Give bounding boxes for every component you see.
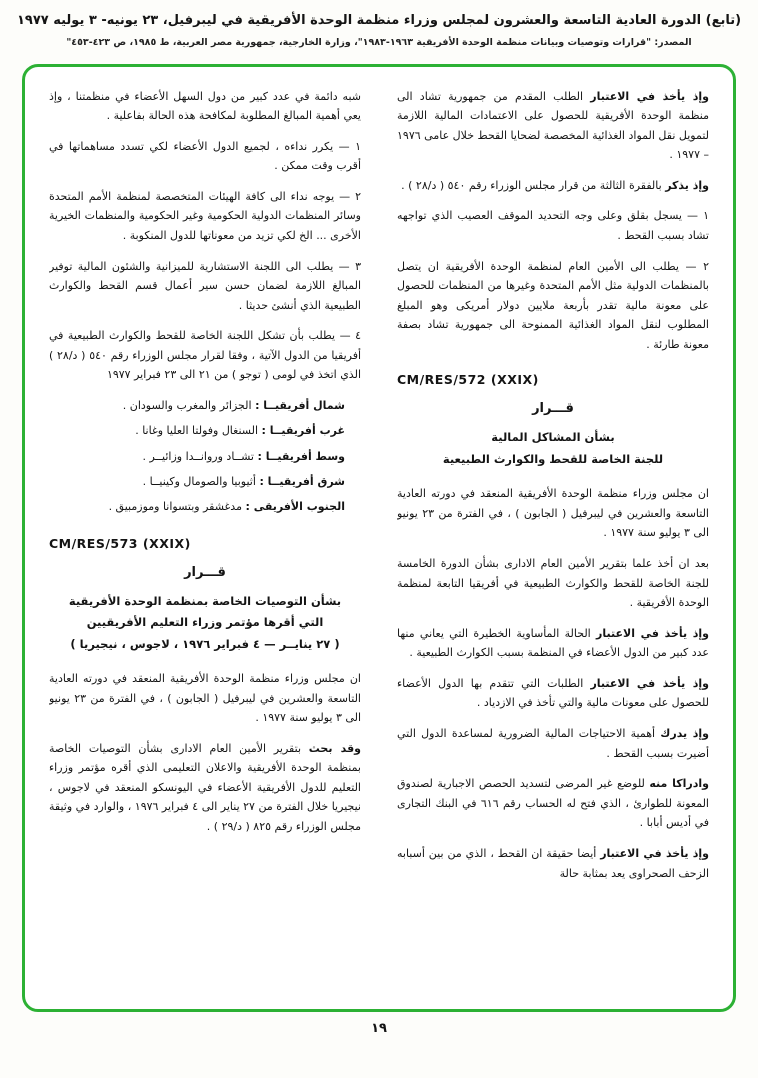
region-countries: السنغال وفولتا العليا وغانا . [135,424,262,438]
paragraph-text: الطلب المقدم من جمهورية تشاد الى منظمة الوحدة الأفريقية للحصول على الاعتمادات المالية اللازمة لتمويل نقل المواد الغذائية المخصصة لضحايا القحط خلال عامى ١٩٧٦ – ١٩٧٧ . [397,89,709,162]
resolution-heading: قـــرار [532,401,574,417]
region-name: الجنوب الأفريقى : [245,500,345,514]
paragraph-text: بالفقرة الثالثة من قرار مجلس الوزراء رقم ٥٤٠ ( د/٢٨ ) . [401,178,666,192]
paragraph-text: أهمية الاحتياجات المالية الضرورية لمساعدة الدول التي أضيرت بسبب القحط . [397,727,709,760]
paragraph [49,137,361,176]
paragraph-text: ٢ — يوجه نداء الى كافة الهيئات المتخصصة لمنظمة الأمم المتحدة وسائر المنظمات الدولية الحكومية وغير الحكومية والمنظمات الخيرية الأخرى ... الخ لكي تزيد من معوناتها للدول المنكوبة . [49,189,361,243]
resolution-title: ( ٢٧ ينايــر — ٤ فبراير ١٩٧٦ ، لاجوس ، نيجيريا ) [70,636,340,651]
paragraph-lead: وقد بحث [308,741,361,755]
paragraph [49,187,361,246]
paragraph-text: شبه دائمة في عدد كبير من دول السهل الأعضاء في منظمتنا ، وإذ يعي أهمية المبالغ المطلوبة لمكافحة هذه الحالة بفاعلية . [49,89,361,123]
paragraph [49,326,361,385]
region-list-item [49,421,345,441]
source-citation: المصدر: "قرارات وتوصيات وبيانات منظمة الوحدة الأفريقية ١٩٦٣-١٩٨٣"، وزارة الخارجية، جمهورية مصر العربية، ط ١٩٨٥، ص ٤٢٣-٤٥٣" [66,36,692,48]
right-column [397,87,709,999]
paragraph [49,669,361,728]
paragraph-lead: وإذ يأخذ في الاعتبار [600,846,709,860]
paragraph-lead: وادراكا منه [649,777,709,791]
paragraph-lead: وإذ يأخذ في الاعتبار [590,89,709,103]
paragraph-text: الحالة المأساوية الخطيرة التي يعاني منها عدد كبير من الدول الأعضاء في المنظمة بسبب الكوارث الطبيعية . [397,626,709,660]
paragraph [49,739,361,837]
paragraph-text: ٤ — يطلب بأن تشكل اللجنة الخاصة للقحط والكوارث الطبيعية في أفريقيا من الدول الآتية ، وفقا لقرار مجلس الوزراء رقم ٥٤٠ ( د/٢٨ ) الذي اتخذ في لومى ( توجو ) من ٢١ الى ٢٣ فبراير ١٩٧٧ [49,329,361,382]
paragraph [397,674,709,713]
paragraph [49,257,361,316]
region-name: وسط أفريقيــا : [257,449,345,463]
paragraph-text: للوضع غير المرضى لتسديد الحصص الاجبارية لصندوق المعونة للطوارئ ، الذي فتح له الحساب رقم ٦١٦ في البنك التجارى في أديس أبابا . [397,777,709,830]
paragraph-text: بعد ان أخذ علما بتقرير الأمين العام الادارى بشأن الدورة الخامسة للجنة الخاصة للقحط والكوارث الطبيعية في أفريقيا التابعة لمنظمة الوحدة الأفريقية . [397,557,709,610]
paragraph [397,257,709,355]
resolution-title: التي أقرها مؤتمر وزراء التعليم الأفريقيين [86,615,324,630]
paragraph-lead: وإذ يدرك [660,727,709,741]
resolution-heading: قـــرار [184,564,226,580]
region-countries: أثيوبيا والصومال وكينيــا . [142,475,260,489]
paragraph-text: ٣ — يطلب الى اللجنة الاستشارية للميزانية والشئون المالية توفير المبالغ اللازمة لضمان حسن سير أعمال قسم القحط والكوارث الطبيعية الذي أنشئ حديثا . [49,259,361,312]
page-number: ١٩ [371,1020,387,1036]
paragraph [397,774,709,833]
document-body-frame [22,64,736,1012]
paragraph [49,87,361,126]
resolution-title: بشأن التوصيات الخاصة بمنظمة الوحدة الأفريقية [68,593,342,608]
resolution-code: CM/RES/573 (XXIX) [49,535,191,551]
paragraph-text: بتقرير الأمين العام الادارى بشأن التوصيات الخاصة بمنظمة الوحدة الأفريقية والاعلان التعليمى الذي أقره مؤتمر وزراء التعليم للدول الأفريقية الأعضاء في اليونسكو المنعقد في لاجوس ، نيجيريا خلال الفترة من ٢٧ يناير الى ٤ فبراير ١٩٧٦ ، والوارد في وثيقة مجلس الوزراء رقم ٨٢٥ ( د/٢٩ ) . [49,741,361,833]
region-countries: مدغشقر وبتسوانا وموزمبيق . [108,500,246,514]
paragraph-text: ان مجلس وزراء منظمة الوحدة الأفريقية المنعقد في دورته العادية التاسعة والعشرين في ليبرفيل ( الجابون ) ، في الفترة من ٢٣ يونيو الى ٣ يوليو سنة ١٩٧٧ . [49,671,361,725]
region-name: شرق أفريقيــا : [259,475,345,489]
paragraph [397,724,709,763]
region-list-item [49,447,345,467]
paragraph [397,484,709,543]
paragraph-text: أيضا حقيقة ان القحط ، الذي من بين أسبابه الزحف الصحراوى يعد بمثابة حالة [397,846,709,880]
paragraph [397,176,709,196]
region-countries: تشــاد وروانــدا وزائيــر . [142,449,258,463]
paragraph [397,844,709,883]
page-header [0,0,758,48]
paragraph-text: ١ — يسجل بقلق وعلى وجه التحديد الموقف العصيب الذي تواجهه تشاد بسبب القحط . [397,209,709,243]
region-list-item [49,472,345,492]
paragraph [397,206,709,245]
paragraph [397,554,709,613]
two-column-layout [49,87,709,999]
document-title: (تابع) الدورة العادية التاسعة والعشرون لمجلس وزراء منظمة الوحدة الأفريقية في ليبرفيل، ٢٣ يونيه- ٣ يوليه ١٩٧٧ [16,13,742,28]
paragraph-text: ١ — يكرر نداءه ، لجميع الدول الأعضاء لكي تسدد مساهماتها في أقرب وقت ممكن . [49,139,361,173]
region-name: غرب أفريقيــا : [261,424,345,438]
paragraph-text: ان مجلس وزراء منظمة الوحدة الأفريقية المنعقد في دورته العادية التاسعة والعشرين في ليبرفيل ( الجابون ) ، في الفترة من ٢٣ يونيو الى ٣ يوليو سنة ١٩٧٧ . [397,487,709,540]
paragraph-text: الطلبات التي تتقدم بها الدول الأعضاء للحصول على معونات مالية والتي تأخذ في الازدياد . [397,676,709,710]
paragraph-text: ٢ — يطلب الى الأمين العام لمنظمة الوحدة الأفريقية ان يتصل بالمنظمات الدولية مثل الأمم المتحدة وغيرها من المنظمات للحصول على معونة مالية تقدر بأربعة ملايين دولار أمريكى وهو المبلغ المطلوب لنقل المواد الغذائية الممنوحة الى جمهورية تشاد بصفة معونة طارئة . [397,259,709,351]
left-column [49,87,361,999]
paragraph-lead: وإذ يذكر [665,178,709,192]
region-list-item [49,396,345,416]
paragraph [397,624,709,663]
resolution-code: CM/RES/572 (XXIX) [397,372,539,388]
paragraph-lead: وإذ يأخذ في الاعتبار [590,676,709,690]
region-countries: الجزائر والمغرب والسودان . [122,399,256,413]
paragraph [397,87,709,165]
region-name: شمال أفريقيــا : [255,399,345,413]
resolution-title: للجنة الخاصة للقحط والكوارث الطبيعية [442,451,664,466]
paragraph-lead: وإذ يأخذ في الاعتبار [596,626,709,640]
region-list-item [49,497,345,517]
resolution-title: بشأن المشاكل المالية [491,430,615,445]
